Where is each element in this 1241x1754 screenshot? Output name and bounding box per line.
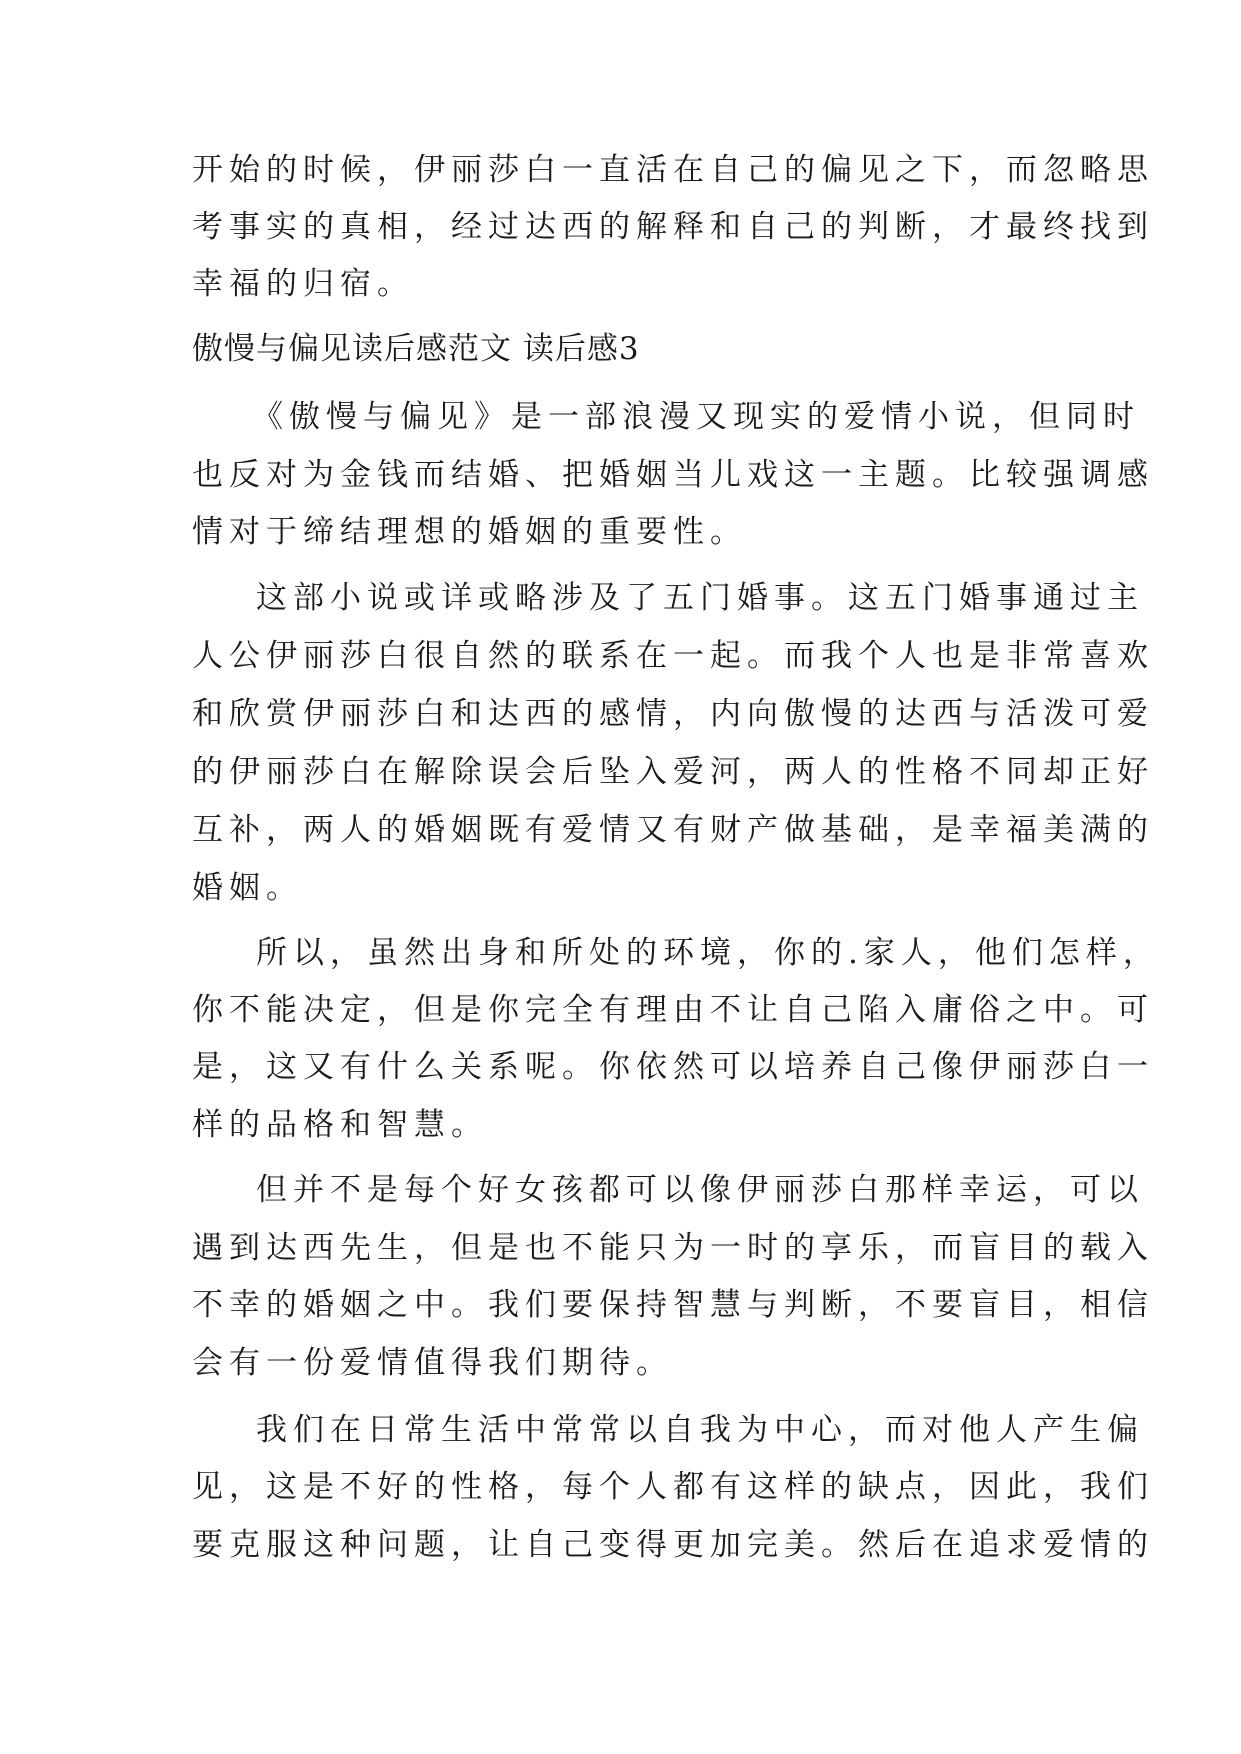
paragraph-line: 但并不是每个好女孩都可以像伊丽莎白那样幸运，可以 xyxy=(256,1172,1144,1208)
paragraph-line: 不幸的婚姻之中。我们要保持智慧与判断，不要盲目，相信 xyxy=(192,1287,1154,1323)
paragraph-line: 也反对为金钱而结婚、把婚姻当儿戏这一主题。比较强调感 xyxy=(192,457,1154,493)
paragraph-line: 《傲慢与偏见》是一部浪漫又现实的爱情小说，但同时 xyxy=(252,399,1140,435)
paragraph-line: 互补，两人的婚姻既有爱情又有财产做基础，是幸福美满的 xyxy=(192,812,1154,848)
paragraph-line: 考事实的真相，经过达西的解释和自己的判断，才最终找到 xyxy=(192,209,1154,245)
paragraph-line: 会有一份爱情值得我们期待。 xyxy=(192,1345,673,1381)
paragraph-line: 婚姻。 xyxy=(192,870,303,906)
paragraph-line: 和欣赏伊丽莎白和达西的感情，内向傲慢的达西与活泼可爱 xyxy=(192,696,1154,732)
paragraph-line: 遇到达西先生，但是也不能只为一时的享乐，而盲目的载入 xyxy=(192,1230,1154,1266)
paragraph-line: 要克服这种问题，让自己变得更加完美。然后在追求爱情的 xyxy=(192,1527,1154,1563)
paragraph-line: 我们在日常生活中常常以自我为中心，而对他人产生偏 xyxy=(256,1412,1144,1448)
section-heading: 傲慢与偏见读后感范文 读后感3 xyxy=(192,331,640,367)
paragraph-line: 所以，虽然出身和所处的环境，你的.家人，他们怎样， xyxy=(256,935,1160,971)
paragraph-line: 幸福的归宿。 xyxy=(192,266,414,302)
paragraph-line: 见，这是不好的性格，每个人都有这样的缺点，因此，我们 xyxy=(192,1469,1154,1505)
paragraph-line: 这部小说或详或略涉及了五门婚事。这五门婚事通过主 xyxy=(256,580,1144,616)
paragraph-line: 的伊丽莎白在解除误会后坠入爱河，两人的性格不同却正好 xyxy=(192,754,1154,790)
paragraph-line: 是，这又有什么关系呢。你依然可以培养自己像伊丽莎白一 xyxy=(192,1049,1154,1085)
paragraph-line: 开始的时候，伊丽莎白一直活在自己的偏见之下，而忽略思 xyxy=(192,152,1154,188)
paragraph-line: 你不能决定，但是你完全有理由不让自己陷入庸俗之中。可 xyxy=(192,992,1154,1028)
paragraph-line: 样的品格和智慧。 xyxy=(192,1107,488,1143)
paragraph-line: 情对于缔结理想的婚姻的重要性。 xyxy=(192,514,747,550)
paragraph-line: 人公伊丽莎白很自然的联系在一起。而我个人也是非常喜欢 xyxy=(192,638,1154,674)
